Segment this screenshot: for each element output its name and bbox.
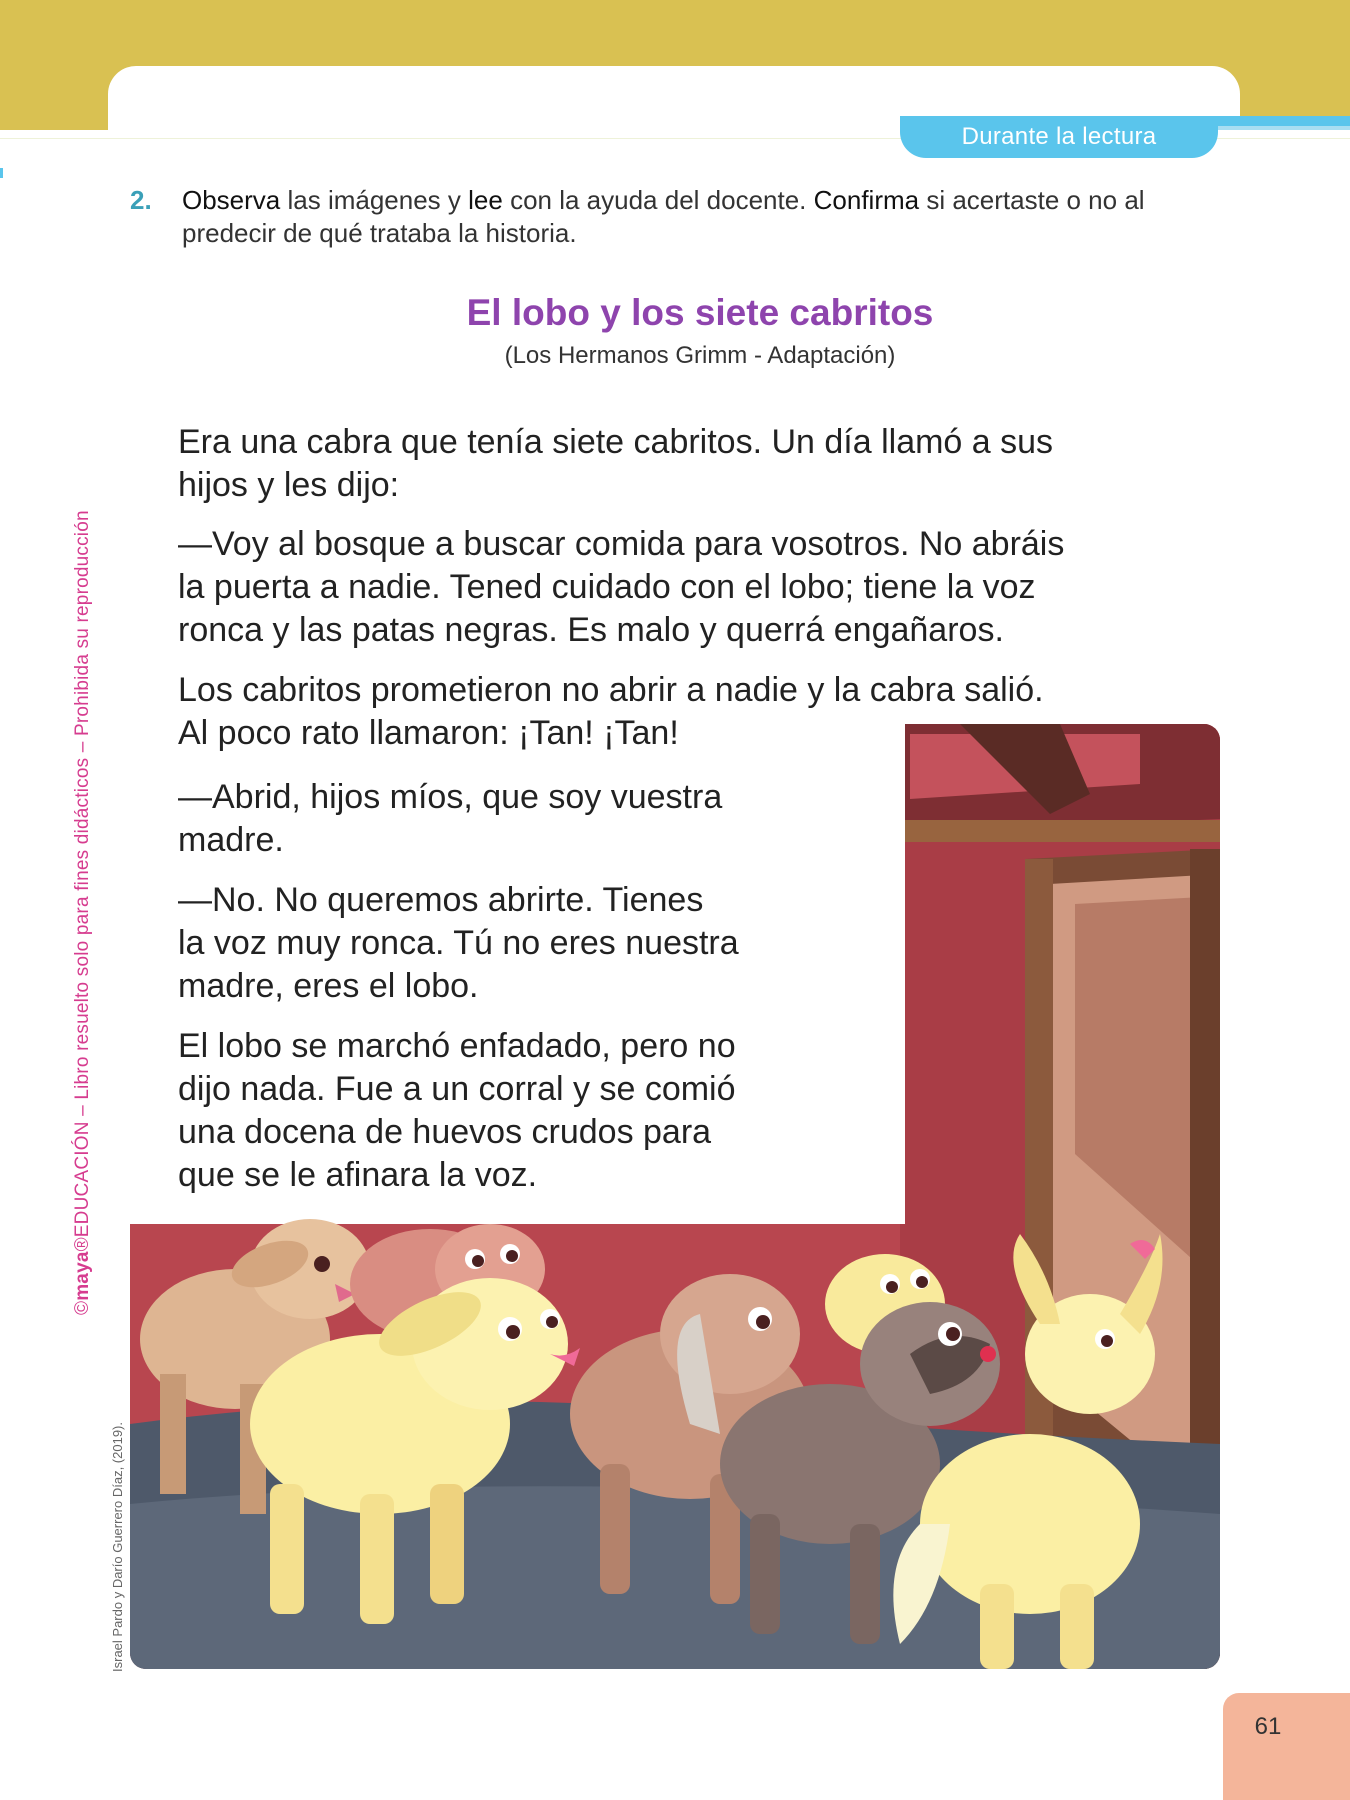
paragraph-line: madre, eres el lobo. [178,967,479,1005]
brand-logo-text: maya [72,1251,93,1301]
instruction-part: si acertaste o no al predecir de qué trataba la historia. [182,185,1145,248]
section-tab: Durante la lectura [900,116,1218,158]
story-paragraph [178,523,1064,652]
paragraph-line: hijos y les dijo: [178,466,400,504]
story-paragraph [178,879,739,1008]
story-paragraph [178,1025,736,1197]
page-number-box [1223,1693,1350,1800]
illustrator-credit: Israel Pardo y Darío Guerrero Díaz, (2019). [110,1422,125,1672]
story-paragraph [178,421,1053,507]
story-title: El lobo y los siete cabritos [466,292,934,333]
page-number: 61 [1254,1713,1282,1740]
paragraph-line: una docena de huevos crudos para [178,1113,712,1151]
paragraph-line: Los cabritos prometieron no abrir a nadie y la cabra salió. [178,671,1044,709]
paragraph-line: —Voy al bosque a buscar comida para vosotros. No abráis [178,525,1065,563]
copyright-text: EDUCACIÓN – Libro resuelto solo para fines didácticos – Prohibida su reproducción [72,510,93,1238]
story-paragraph [178,669,1044,755]
paragraph-line: —Abrid, hijos míos, que soy vuestra [178,778,723,816]
tab-stripe-light [1210,126,1350,130]
paragraph-line: que se le afinara la voz. [178,1156,538,1194]
story-author: (Los Hermanos Grimm - Adaptación) [504,342,896,369]
paragraph-line: Al poco rato llamaron: ¡Tan! ¡Tan! [178,714,679,752]
registered-symbol: ® [72,1237,93,1252]
tab-stripe [1210,116,1350,126]
paragraph-line: dijo nada. Fue a un corral y se comió [178,1070,736,1108]
instruction-part: las imágenes y [280,185,469,215]
paragraph-line: madre. [178,821,284,859]
paragraph-line: Era una cabra que tenía siete cabritos. Un día llamó a sus [178,423,1054,461]
paragraph-line: la puerta a nadie. Tened cuidado con el lobo; tiene la voz [178,568,1036,606]
copyright-notice [72,510,94,1315]
story-paragraph [178,776,722,862]
copyright-symbol: © [72,1300,93,1315]
instruction-part: con la ayuda del docente. [502,185,814,215]
paragraph-line: El lobo se marchó enfadado, pero no [178,1027,736,1065]
margin-tick [0,168,3,178]
paragraph-line: —No. No queremos abrirte. Tienes [178,881,704,919]
paragraph-line: la voz muy ronca. Tú no eres nuestra [178,924,739,962]
instruction-text [182,184,1242,250]
activity-number: 2. [130,185,152,215]
instruction-part: Confirma [813,185,920,215]
instruction-part: lee [468,185,503,215]
instruction-part: Observa [182,185,281,215]
paragraph-line: ronca y las patas negras. Es malo y querrá engañaros. [178,611,1004,649]
